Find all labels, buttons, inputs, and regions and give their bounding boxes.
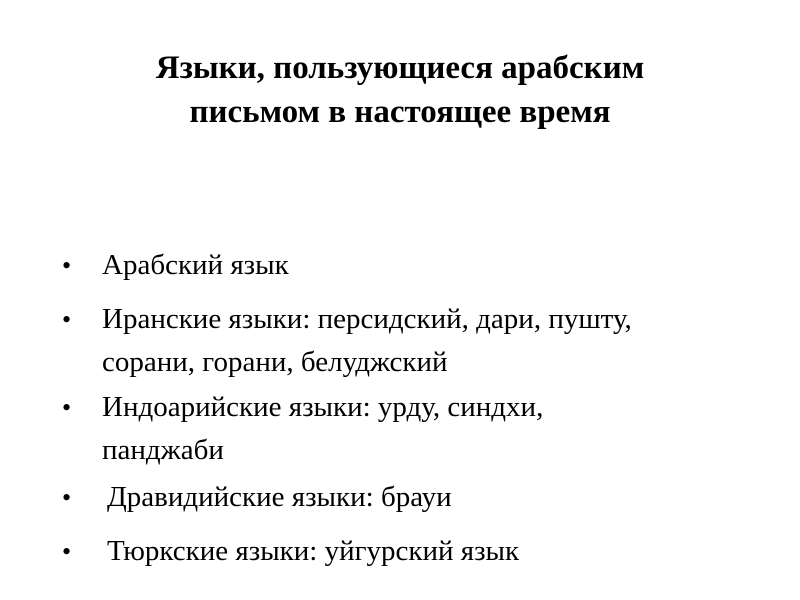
bullet-icon: • — [62, 305, 72, 334]
bullet-text — [102, 386, 543, 472]
bullet-text — [107, 530, 519, 573]
bullet-icon: • — [62, 393, 72, 422]
bullet-icon: • — [62, 251, 72, 280]
bullet-text — [102, 244, 289, 287]
bullet-text — [107, 476, 452, 519]
slide-title-line: письмом в настоящее время — [189, 94, 611, 130]
bullet-text-line: Дравидийские языки: брауи — [107, 481, 452, 513]
slide-title-line: Языки, пользующиеся арабским — [155, 50, 645, 86]
bullet-text-line: Арабский язык — [102, 249, 289, 281]
bullet-text-line: Иранские языки: персидский, дари, пушту, — [102, 303, 632, 335]
bullet-text-line: сорани, горани, белуджский — [102, 346, 448, 378]
bullet-text-line: Индоарийские языки: урду, синдхи, — [102, 391, 544, 423]
bullet-text-line: Тюркские языки: уйгурский язык — [107, 535, 520, 567]
bullet-text — [102, 298, 632, 384]
bullet-icon: • — [62, 537, 72, 566]
bullet-text-line: панджаби — [102, 434, 224, 466]
bullet-icon: • — [62, 483, 72, 512]
